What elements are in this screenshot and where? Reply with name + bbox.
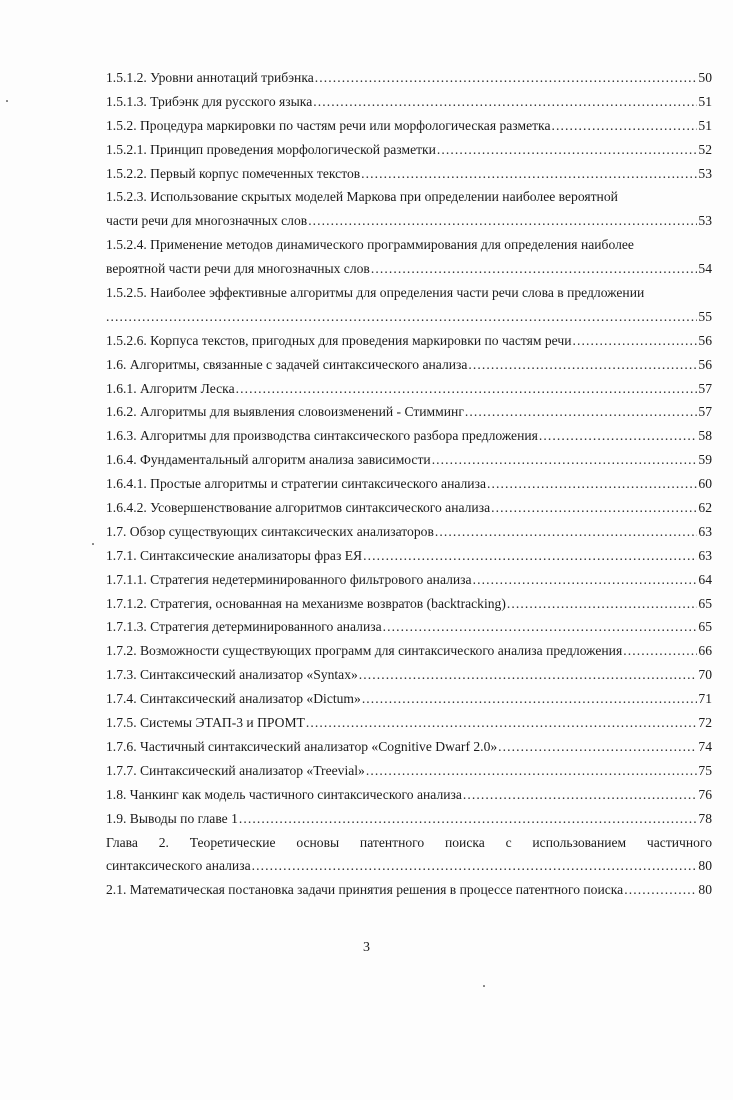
- dot-leader: [366, 759, 698, 783]
- toc-entry[interactable]: [106, 185, 712, 233]
- toc-entry[interactable]: [106, 783, 712, 807]
- toc-entry-title: 1.7.1.1. Стратегия недетерминированного фильтрового анализа: [106, 571, 472, 587]
- toc-entry[interactable]: [106, 424, 712, 448]
- toc-entry-page: 51: [698, 117, 712, 133]
- toc-entry-page: 58: [698, 428, 712, 444]
- toc-entry-title: 1.7.5. Системы ЭТАП-3 и ПРОМТ: [106, 715, 305, 731]
- dot-leader: [539, 424, 698, 448]
- toc-entry-page: 57: [698, 404, 712, 420]
- dot-leader: [463, 783, 698, 807]
- toc-entry-page: 71: [698, 691, 712, 707]
- dot-leader: [473, 568, 698, 592]
- toc-entry-title-line2: части речи для многозначных слов: [106, 213, 308, 229]
- toc-entry-page: 52: [698, 141, 712, 157]
- toc-entry-page: 59: [698, 452, 712, 468]
- dot-leader: [252, 854, 698, 878]
- toc-entry[interactable]: [106, 329, 712, 353]
- toc-entry-page: 53: [698, 213, 712, 229]
- toc-entry-title: 1.8. Чанкинг как модель частичного синтаксического анализа: [106, 786, 462, 802]
- dot-leader: [236, 377, 698, 401]
- toc-entry-page: 54: [698, 261, 712, 277]
- toc-entry[interactable]: [106, 233, 712, 281]
- toc-entry-page: 74: [698, 738, 712, 754]
- toc-entry-title: 1.7. Обзор существующих синтаксических анализаторов: [106, 523, 434, 539]
- dot-leader: [306, 711, 698, 735]
- toc-entry-title: 1.9. Выводы по главе 1: [106, 810, 238, 826]
- toc-entry-title-line1: 1.5.2.5. Наиболее эффективные алгоритмы для определения части речи слова в предложении: [106, 285, 645, 301]
- toc-entry-page: 78: [698, 810, 712, 826]
- dot-leader: [371, 257, 698, 281]
- toc-entry-title: 1.5.2.1. Принцип проведения морфологической разметки: [106, 141, 436, 157]
- toc-entry-title: 1.5.2. Процедура маркировки по частям речи или морфологическая разметка: [106, 117, 551, 133]
- toc-entry[interactable]: [106, 878, 712, 902]
- dot-leader: [573, 329, 698, 353]
- toc-entry[interactable]: [106, 711, 712, 735]
- toc-entry[interactable]: [106, 114, 712, 138]
- toc-entry[interactable]: [106, 472, 712, 496]
- dot-leader: [239, 807, 697, 831]
- toc-entry-page: 63: [698, 547, 712, 563]
- dot-leader: [315, 66, 698, 90]
- toc-entry-page: 70: [698, 667, 712, 683]
- dot-leader: [313, 90, 697, 114]
- toc-entry[interactable]: [106, 66, 712, 90]
- toc-entry-title: 1.6.1. Алгоритм Леска: [106, 380, 235, 396]
- dot-leader: [432, 448, 698, 472]
- toc-entry-page: 53: [698, 165, 712, 181]
- dot-leader: [383, 615, 698, 639]
- toc-entry[interactable]: [106, 639, 712, 663]
- toc-entry-page: 65: [698, 619, 712, 635]
- toc-entry[interactable]: [106, 448, 712, 472]
- toc-entry-page: 56: [698, 356, 712, 372]
- toc-entry[interactable]: [106, 663, 712, 687]
- dot-leader: [491, 496, 697, 520]
- toc-entry-title: 1.6.4.1. Простые алгоритмы и стратегии синтаксического анализа: [106, 476, 486, 492]
- toc-entry[interactable]: [106, 759, 712, 783]
- toc-entry-title: 1.7.7. Синтаксический анализатор «Treevial»: [106, 762, 365, 778]
- toc-entry-title: 1.7.4. Синтаксический анализатор «Dictum»: [106, 691, 361, 707]
- toc-entry-title: 1.6.3. Алгоритмы для производства синтаксического разбора предложения: [106, 428, 538, 444]
- dot-leader: [362, 687, 698, 711]
- toc-entry-page: 72: [698, 715, 712, 731]
- toc-entry-title: 1.7.1.3. Стратегия детерминированного анализа: [106, 619, 382, 635]
- toc-entry[interactable]: [106, 377, 712, 401]
- scan-speck: [6, 100, 8, 102]
- toc-entry[interactable]: [106, 520, 712, 544]
- toc-entry[interactable]: [106, 496, 712, 520]
- toc-entry-chapter[interactable]: [106, 831, 712, 879]
- dot-leader: [498, 735, 697, 759]
- table-of-contents: [106, 66, 712, 902]
- toc-entry-title-line1: 1.5.2.3. Использование скрытых моделей Маркова при определении наиболее вероятной: [106, 189, 618, 205]
- toc-entry-page: 65: [698, 595, 712, 611]
- dot-leader: [465, 400, 698, 424]
- toc-entry[interactable]: [106, 138, 712, 162]
- toc-entry-title-line2: синтаксического анализа: [106, 858, 251, 874]
- dot-leader: [363, 544, 697, 568]
- toc-entry-title: 1.6. Алгоритмы, связанные с задачей синтаксического анализа: [106, 356, 468, 372]
- dot-leader: [308, 209, 697, 233]
- dot-leader: [437, 138, 697, 162]
- toc-entry-page: 63: [698, 523, 712, 539]
- toc-entry-title: 1.7.1.2. Стратегия, основанная на механизме возвратов (backtracking): [106, 595, 506, 611]
- toc-entry-title: 1.5.1.3. Трибэнк для русского языка: [106, 93, 313, 109]
- dot-leader: [487, 472, 697, 496]
- page-number: 3: [363, 940, 370, 955]
- dot-leader: [359, 663, 698, 687]
- dot-leader: [106, 305, 697, 329]
- toc-entry[interactable]: [106, 353, 712, 377]
- toc-entry[interactable]: [106, 807, 712, 831]
- toc-entry-page: 76: [698, 786, 712, 802]
- dot-leader: [552, 114, 698, 138]
- toc-entry[interactable]: [106, 162, 712, 186]
- toc-entry-title-line1: Глава 2. Теоретические основы патентного поиска с использованием частичного: [106, 834, 712, 850]
- toc-entry[interactable]: [106, 687, 712, 711]
- dot-leader: [624, 878, 697, 902]
- toc-entry-page: 51: [698, 93, 712, 109]
- toc-entry[interactable]: [106, 735, 712, 759]
- toc-entry-title: 1.5.2.2. Первый корпус помеченных текстов: [106, 165, 361, 181]
- toc-entry-title-line1: 1.5.2.4. Применение методов динамического программирования для определения наиболее: [106, 237, 634, 253]
- toc-entry[interactable]: [106, 281, 712, 329]
- toc-entry[interactable]: [106, 90, 712, 114]
- dot-leader: [507, 592, 698, 616]
- toc-entry-page: 55: [698, 308, 712, 324]
- toc-entry-page: 60: [698, 476, 712, 492]
- toc-entry-title: 1.6.4. Фундаментальный алгоритм анализа зависимости: [106, 452, 431, 468]
- toc-entry-page: 57: [698, 380, 712, 396]
- toc-entry[interactable]: [106, 568, 712, 592]
- toc-entry-title: 1.7.1. Синтаксические анализаторы фраз ЕЯ: [106, 547, 363, 563]
- toc-entry[interactable]: [106, 400, 712, 424]
- toc-entry-page: 80: [698, 882, 712, 898]
- scan-speck: [483, 985, 485, 987]
- dot-leader: [361, 162, 697, 186]
- toc-entry-page: 66: [698, 643, 712, 659]
- dot-leader: [623, 639, 697, 663]
- toc-entry[interactable]: [106, 592, 712, 616]
- toc-entry-page: 64: [698, 571, 712, 587]
- toc-entry-title: 2.1. Математическая постановка задачи принятия решения в процессе патентного поиска: [106, 882, 624, 898]
- toc-entry-title: 1.5.2.6. Корпуса текстов, пригодных для проведения маркировки по частям речи: [106, 332, 572, 348]
- scan-speck: [92, 543, 94, 545]
- toc-entry-title: 1.7.2. Возможности существующих программ для синтаксического анализа предложения: [106, 643, 623, 659]
- toc-entry-page: 80: [698, 858, 712, 874]
- dot-leader: [435, 520, 698, 544]
- toc-entry-title: 1.5.1.2. Уровни аннотаций трибэнка: [106, 70, 314, 85]
- toc-entry[interactable]: [106, 615, 712, 639]
- toc-entry-title: 1.6.4.2. Усовершенствование алгоритмов синтаксического анализа: [106, 500, 491, 516]
- toc-entry-page: 56: [698, 332, 712, 348]
- dot-leader: [468, 353, 697, 377]
- toc-entry-title: 1.6.2. Алгоритмы для выявления словоизменений - Стимминг: [106, 404, 464, 420]
- toc-entry-title: 1.7.3. Синтаксический анализатор «Syntax»: [106, 667, 358, 683]
- toc-entry-page: 75: [698, 762, 712, 778]
- toc-entry-title: 1.7.6. Частичный синтаксический анализатор «Cognitive Dwarf 2.0»: [106, 738, 498, 754]
- toc-entry[interactable]: [106, 544, 712, 568]
- toc-entry-page: 50: [698, 70, 712, 85]
- toc-entry-title-line2: вероятной части речи для многозначных слов: [106, 261, 370, 277]
- toc-entry-page: 62: [698, 500, 712, 516]
